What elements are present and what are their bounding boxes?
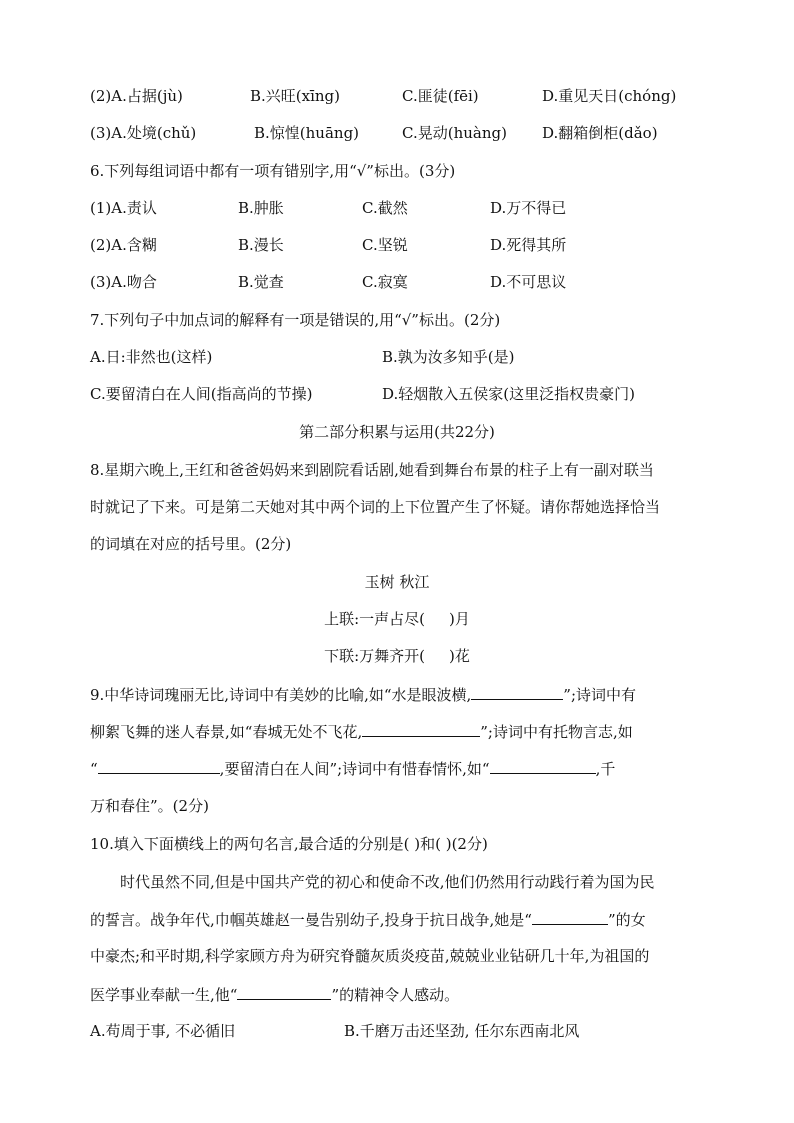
q10-option-a: A.苟周于事, 不必循旧 [90, 1022, 236, 1040]
q9-blank-3[interactable] [98, 758, 220, 774]
q10-para-2 [90, 909, 646, 930]
q6-1-d: D.万不得已 [490, 199, 567, 217]
q10-stem: 10.填入下面横线上的两句名言,最合适的分别是( )和( )(2分) [90, 835, 488, 853]
q5-3-d: D.翻箱倒柜(dǎo) [542, 124, 658, 142]
q9-line-1 [90, 684, 636, 705]
q9-line-2 [90, 721, 633, 742]
q9-l2b: ”;诗词中有托物言志,如 [480, 723, 633, 741]
q10-option-b: B.千磨万击还坚劲, 任尔东西南北风 [344, 1022, 580, 1040]
q9-l1a: 9.中华诗词瑰丽无比,诗词中有美妙的比喻,如“水是眼波横, [90, 686, 472, 704]
q8-line-2: 时就记了下来。可是第二天她对其中两个词的上下位置产生了怀疑。请你帮她选择恰当 [90, 498, 661, 516]
q10-para-4 [90, 984, 459, 1005]
q6-stem: 6.下列每组词语中都有一项有错别字,用“√”标出。(3分) [90, 162, 456, 180]
q5-3-b: B.惊惶(huāng) [254, 124, 360, 142]
q9-line-3 [90, 758, 615, 779]
q10-blank-1[interactable] [532, 909, 608, 925]
q9-l1b: ”;诗词中有 [563, 686, 637, 704]
q10-para-1: 时代虽然不同,但是中国共产党的初心和使命不改,他们仍然用行动践行着为国为民 [120, 873, 655, 891]
couplet-upper-b: )月 [449, 610, 470, 628]
q9-line-4: 万和春住”。(2分) [90, 797, 209, 815]
q6-2-b: B.漫长 [238, 236, 284, 254]
q10-p4a: 医学事业奉献一生,他“ [90, 986, 238, 1004]
q5-2-b: B.兴旺(xīng) [250, 87, 341, 105]
q10-para-3: 中豪杰;和平时期,科学家顾方舟为研究脊髓灰质炎疫苗,兢兢业业钻研几十年,为祖国的 [90, 947, 650, 965]
q8-line-1: 8.星期六晚上,王红和爸爸妈妈来到剧院看话剧,她看到舞台布景的柱子上有一副对联当 [90, 461, 654, 479]
q6-1-b: B.肿胀 [238, 199, 284, 217]
q9-l3b: ,要留清白在人间”;诗词中有惜春情怀,如“ [219, 760, 490, 778]
q5-3-c: C.晃动(huàng) [402, 124, 507, 142]
q7-b: B.孰为汝多知乎(是) [382, 348, 515, 366]
q8-line-3: 的词填在对应的括号里。(2分) [90, 535, 292, 553]
q7-d: D.轻烟散入五侯家(这里泛指权贵豪门) [382, 385, 635, 403]
q5-3-a: (3)A.处境(chǔ) [90, 124, 197, 142]
couplet-lower-b: )花 [449, 647, 470, 665]
q5-2-d: D.重见天日(chóng) [542, 87, 677, 105]
q9-l3c: ,千 [595, 760, 616, 778]
q9-l3a: “ [90, 760, 98, 778]
q6-3-d: D.不可思议 [490, 273, 567, 291]
q9-blank-2[interactable] [362, 721, 480, 737]
q10-blank-2[interactable] [237, 984, 331, 1000]
q10-p2b: ”的女 [607, 911, 646, 929]
q7-c: C.要留清白在人间(指高尚的节操) [90, 385, 313, 403]
q8-options: 玉树 秋江 [364, 573, 430, 591]
q6-2-a: (2)A.含糊 [90, 236, 157, 254]
couplet-upper [0, 609, 794, 629]
q6-2-c: C.坚锐 [362, 236, 408, 254]
q7-stem: 7.下列句子中加点词的解释有一项是错误的,用“√”标出。(2分) [90, 311, 501, 329]
q10-p2a: 的誓言。战争年代,巾帼英雄赵一曼告别幼子,投身于抗日战争,她是“ [90, 911, 532, 929]
q6-2-d: D.死得其所 [490, 236, 567, 254]
q10-p4b: ”的精神令人感动。 [331, 986, 460, 1004]
q9-blank-1[interactable] [471, 684, 563, 700]
section-heading: 第二部分积累与运用(共22分) [299, 423, 495, 441]
q7-a: A.日:非然也(这样) [90, 348, 213, 366]
q9-blank-4[interactable] [490, 758, 596, 774]
couplet-upper-a: 上联:一声占尽( [324, 610, 426, 628]
q6-1-c: C.截然 [362, 199, 408, 217]
q6-1-a: (1)A.责认 [90, 199, 157, 217]
q6-3-b: B.觉查 [238, 273, 284, 291]
q5-2-a: (2)A.占据(jù) [90, 87, 183, 105]
couplet-lower [0, 646, 794, 666]
q6-3-c: C.寂寞 [362, 273, 408, 291]
couplet-lower-a: 下联:万舞齐开( [324, 647, 426, 665]
q9-l2a: 柳絮飞舞的迷人春景,如“春城无处不飞花, [90, 723, 363, 741]
q6-3-a: (3)A.吻合 [90, 273, 157, 291]
q5-2-c: C.匪徒(fēi) [402, 87, 479, 105]
